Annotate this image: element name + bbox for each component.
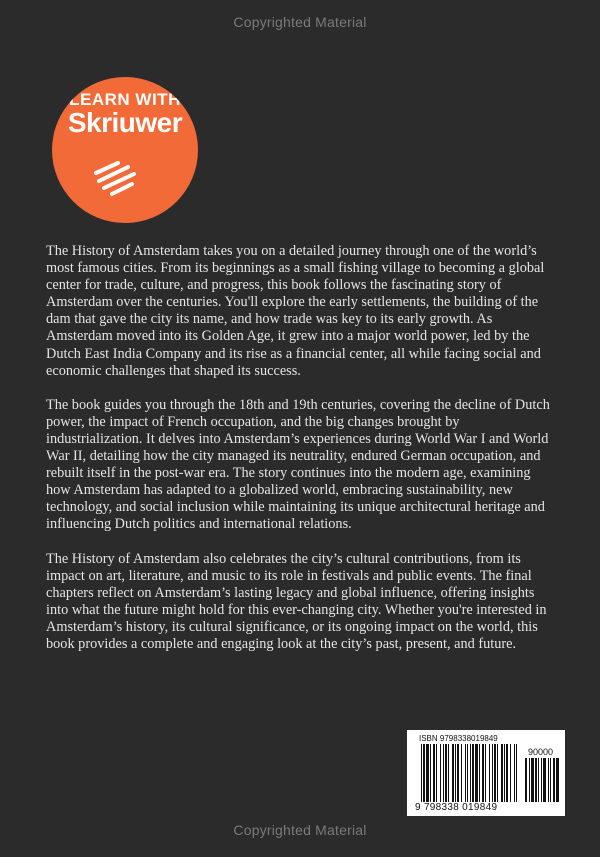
copyright-watermark-bottom: Copyrighted Material [233,822,367,838]
isbn-digits: 9 798338 019849 [415,802,563,813]
description-paragraph: The History of Amsterdam takes you on a detailed journey through one of the world’s most famous cities. From its beginnings as a small fishing village to becoming a global center for trade, culture, and progress, this book follows the fascinating story of Amsterdam over the centuries. You'll explore the early settlements, the building of the dam that gave the city its name, and how trade was key to its early growth. As Amsterdam moved into its Golden Age, it grew into a major world power, led by the Dutch East India Company and its rise as a financial center, all while facing social and economic challenges that shaped its success. [46,243,545,379]
logo-tagline: LEARN WITH [69,90,181,109]
description-paragraph: The History of Amsterdam also celebrates the city’s cultural contributions, from its impact on art, literature, and music to its role in festivals and public events. The final chapters reflect on Amsterdam’s lasting legacy and global influence, offering insights into what the future might hold for this ever-changing city. Whether you're interested in Amsterdam’s history, its cultural significance, or its ongoing impact on the world, this book provides a complete and engaging look at the city’s past, present, and future. [46,550,547,652]
isbn-barcode [407,730,565,816]
skriuwer-logo [52,77,198,223]
description-paragraph: The book guides you through the 18th and 19th centuries, covering the decline of Dutch power, the impact of French occupation, and the big changes brought by industrialization. It delves into Amsterdam’s experiences during World War I and World War II, detailing how the city managed its neutrality, endured German occupation, and rebuilt itself in the post-war era. The story continues into the modern age, examining how Amsterdam has adapted to a globalized world, embracing sustainability, new technology, and social inclusion while maintaining its unique architectural heritage and influencing Dutch politics and international relations. [46,396,550,533]
book-description [46,243,558,670]
copyright-watermark-top: Copyrighted Material [233,14,367,30]
logo-brand-name: Skriuwer [67,107,183,138]
price-code: 90000 [528,747,554,757]
claw-mark-icon [52,77,198,223]
isbn-label: ISBN 9798338019849 [419,734,498,743]
